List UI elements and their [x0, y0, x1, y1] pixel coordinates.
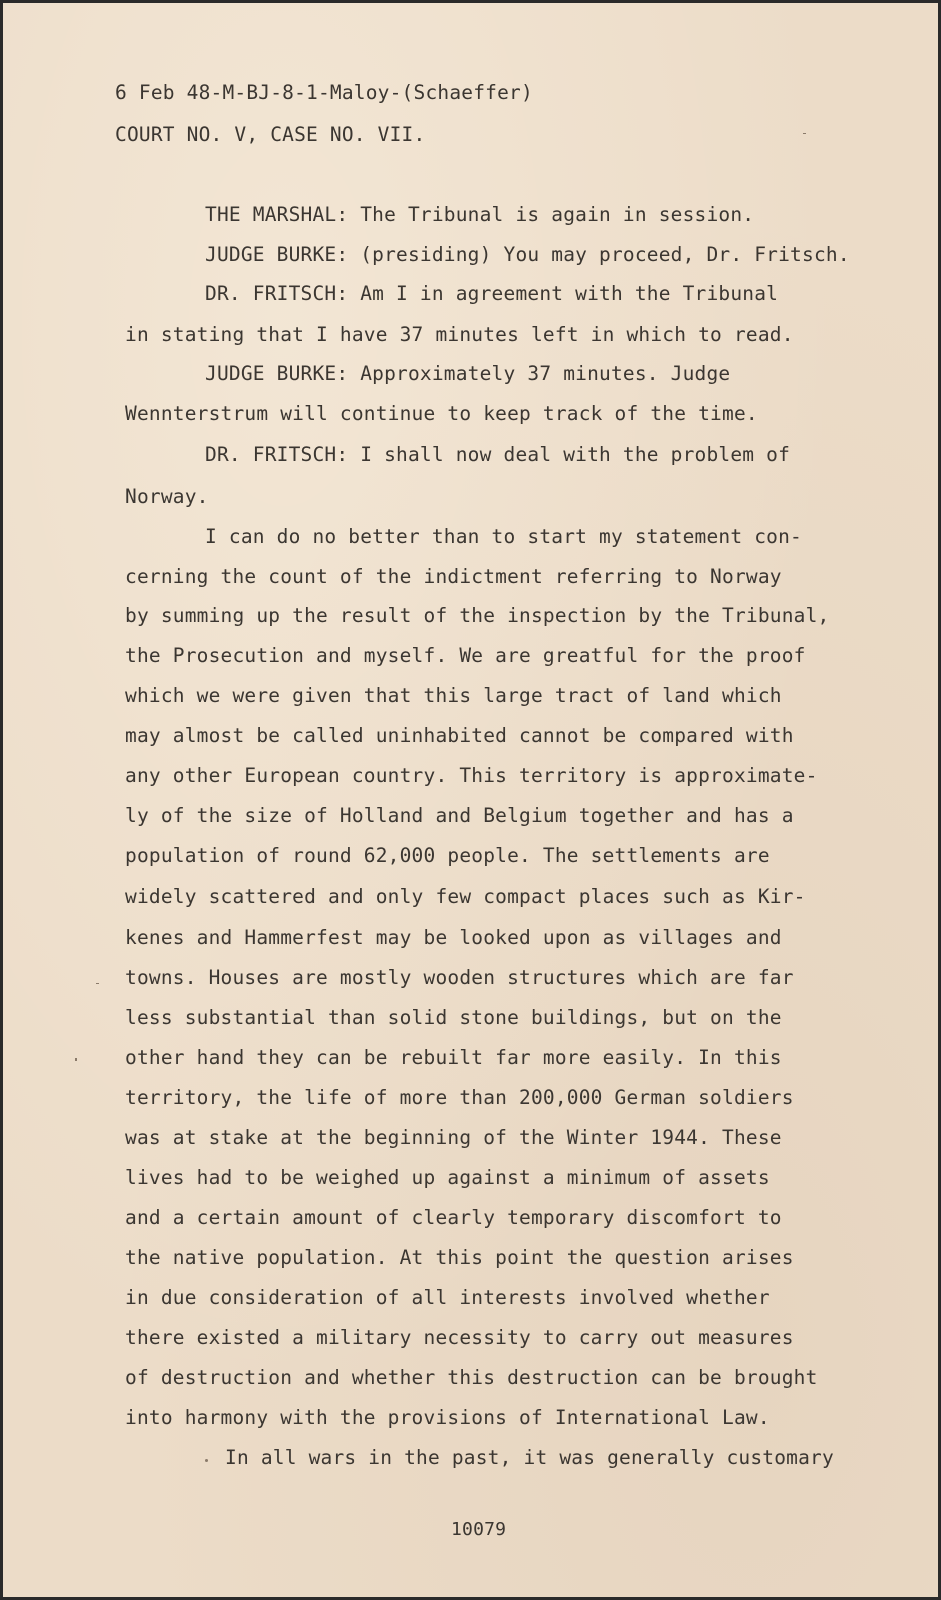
- body-line: of destruction and whether this destruction can be brought: [125, 1366, 818, 1389]
- body-line: less substantial than solid stone buildings, but on the: [125, 1006, 782, 1029]
- body-line: towns. Houses are mostly wooden structures which are far: [125, 966, 794, 989]
- body-line: any other European country. This territory is approximate-: [125, 764, 818, 787]
- header-reference: 6 Feb 48-M-BJ-8-1-Maloy-(Schaeffer): [115, 81, 533, 104]
- paper-speck: [803, 133, 806, 134]
- court-case-heading: COURT NO. V, CASE NO. VII.: [115, 123, 426, 146]
- paper-speck: [75, 1058, 77, 1061]
- body-line: in stating that I have 37 minutes left in which to read.: [125, 323, 794, 346]
- body-line: the native population. At this point the question arises: [125, 1246, 794, 1269]
- body-line: Norway.: [125, 485, 209, 508]
- body-line: territory, the life of more than 200,000 German soldiers: [125, 1086, 794, 1109]
- body-line: in due consideration of all interests involved whether: [125, 1286, 770, 1309]
- body-line: which we were given that this large tract of land which: [125, 684, 782, 707]
- body-line: DR. FRITSCH: I shall now deal with the problem of: [205, 443, 791, 466]
- body-line: Wennterstrum will continue to keep track of the time.: [125, 402, 758, 425]
- body-line: other hand they can be rebuilt far more easily. In this: [125, 1046, 782, 1069]
- body-line: In all wars in the past, it was generally customary: [225, 1446, 834, 1469]
- page-number: 10079: [451, 1519, 507, 1540]
- body-line: lives had to be weighed up against a minimum of assets: [125, 1166, 770, 1189]
- body-line: widely scattered and only few compact places such as Kir-: [125, 885, 806, 908]
- body-line: the Prosecution and myself. We are greatful for the proof: [125, 644, 806, 667]
- document-page: [3, 3, 938, 1597]
- body-line: into harmony with the provisions of International Law.: [125, 1406, 770, 1429]
- body-line: JUDGE BURKE: Approximately 37 minutes. Judge: [205, 362, 731, 385]
- paper-speck: [205, 1459, 208, 1462]
- body-line: THE MARSHAL: The Tribunal is again in session.: [205, 203, 755, 226]
- body-line: was at stake at the beginning of the Winter 1944. These: [125, 1126, 782, 1149]
- body-line: I can do no better than to start my statement con-: [205, 525, 802, 548]
- body-line: JUDGE BURKE: (presiding) You may proceed, Dr. Fritsch.: [205, 243, 850, 266]
- body-line: DR. FRITSCH: Am I in agreement with the Tribunal: [205, 282, 779, 305]
- paper-speck: [96, 983, 99, 984]
- body-line: and a certain amount of clearly temporary discomfort to: [125, 1206, 782, 1229]
- body-line: by summing up the result of the inspection by the Tribunal,: [125, 604, 830, 627]
- body-line: there existed a military necessity to carry out measures: [125, 1326, 794, 1349]
- body-line: ly of the size of Holland and Belgium together and has a: [125, 804, 794, 827]
- body-line: population of round 62,000 people. The settlements are: [125, 844, 770, 867]
- body-line: kenes and Hammerfest may be looked upon as villages and: [125, 926, 782, 949]
- body-line: cerning the count of the indictment referring to Norway: [125, 565, 782, 588]
- body-line: may almost be called uninhabited cannot be compared with: [125, 724, 794, 747]
